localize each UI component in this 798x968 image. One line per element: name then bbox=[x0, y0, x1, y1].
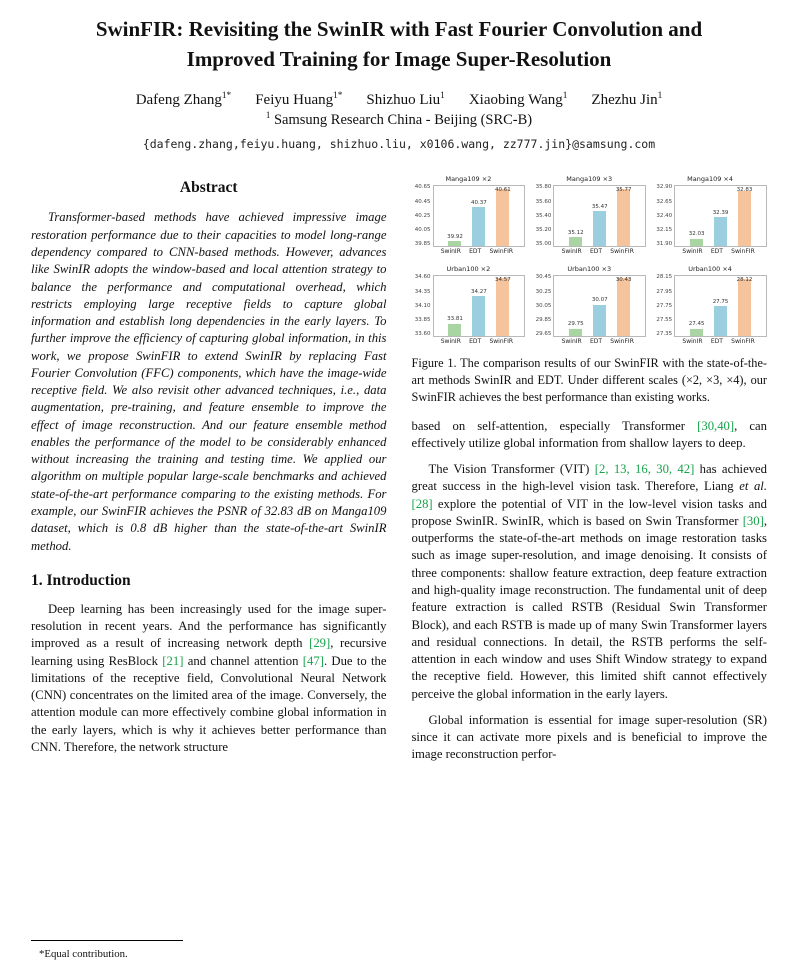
introduction-heading: 1. Introduction bbox=[31, 571, 131, 589]
y-tick-label: 32.15 bbox=[656, 226, 673, 233]
bar-value-label: 27.45 bbox=[688, 321, 705, 328]
chart-plot-area bbox=[532, 185, 646, 247]
y-tick-label: 27.35 bbox=[656, 330, 673, 337]
x-tick-label: SwinIR bbox=[682, 248, 703, 256]
bar bbox=[569, 237, 582, 246]
x-tick-label: SwinIR bbox=[440, 248, 461, 256]
y-tick-label: 39.85 bbox=[414, 240, 431, 247]
y-tick-label: 32.90 bbox=[656, 184, 673, 191]
y-tick-label: 34.35 bbox=[414, 288, 431, 295]
bar bbox=[714, 217, 727, 246]
x-tick-label: SwinFIR bbox=[489, 338, 514, 346]
bar-group bbox=[496, 276, 509, 336]
y-tick-label: 30.05 bbox=[535, 302, 552, 309]
bar-group bbox=[448, 276, 461, 336]
y-tick-label: 33.85 bbox=[414, 316, 431, 323]
y-axis bbox=[412, 275, 433, 337]
y-tick-label: 40.05 bbox=[414, 226, 431, 233]
bar bbox=[472, 207, 485, 246]
text-segment: , outperforms the state-of-the-art methods on image restoration tasks such as image super-resolution, and image denoising. It consists of three components: shallow feature extraction, deep feature extraction and high-quality image reconstruction. The fundamental unit of deep feature extraction is called RSTB (Residual Swin Transformer Block), and each RSTB is made up of many Swin Transformer layers and residual connections. In detail, the RSTB performs the self-attention in each window and uses Shift Window strategy to expand the receptive field. However, this limited shift cannot effectively perceive the global information in the early layers. bbox=[411, 513, 767, 701]
bar-value-label: 35.12 bbox=[567, 229, 584, 236]
chart-plot-area bbox=[532, 275, 646, 337]
bar-value-label: 35.47 bbox=[591, 203, 608, 210]
y-tick-label: 27.95 bbox=[656, 288, 673, 295]
text-segment: 1 bbox=[265, 109, 271, 120]
text-segment: Shizhuo Liu bbox=[366, 91, 441, 108]
bar bbox=[690, 239, 703, 247]
bar-chart bbox=[532, 265, 646, 345]
bar-chart bbox=[653, 265, 767, 345]
bar-value-label: 32.03 bbox=[688, 231, 705, 238]
x-tick-label: SwinIR bbox=[440, 338, 461, 346]
y-axis bbox=[532, 275, 553, 337]
email-line: {dafeng.zhang,feiyu.huang, shizhuo.liu, x0106.wang, zz777.jin}@samsung.com bbox=[142, 137, 656, 152]
y-tick-label: 29.65 bbox=[535, 330, 552, 337]
citation-link[interactable]: [47] bbox=[302, 653, 324, 668]
right-column bbox=[412, 175, 768, 772]
y-tick-label: 35.60 bbox=[535, 198, 552, 205]
bar bbox=[593, 305, 606, 337]
plot-box bbox=[433, 275, 526, 337]
bar bbox=[472, 296, 485, 336]
citation-link[interactable]: [30] bbox=[742, 513, 764, 528]
x-tick-label: EDT bbox=[710, 248, 723, 256]
text-segment: 1* bbox=[221, 90, 232, 101]
y-tick-label: 32.40 bbox=[656, 212, 673, 219]
bar bbox=[496, 278, 509, 336]
bar-group bbox=[690, 276, 703, 336]
citation-link[interactable]: [30,40] bbox=[697, 418, 735, 433]
text-segment: 1 bbox=[562, 90, 568, 101]
y-tick-label: 35.80 bbox=[535, 184, 552, 191]
text-segment: 1* bbox=[333, 90, 343, 101]
footnote-rule bbox=[31, 940, 183, 941]
x-axis-labels bbox=[674, 247, 767, 255]
chart-plot-area bbox=[412, 185, 526, 247]
bar-group bbox=[472, 186, 485, 246]
left-column bbox=[31, 175, 387, 765]
y-tick-label: 34.60 bbox=[414, 274, 431, 281]
text-segment: Xiaobing Wang bbox=[468, 91, 563, 108]
text-segment: Samsung Research China - Beijing (SRC-B) bbox=[270, 111, 533, 128]
figure-1 bbox=[412, 175, 768, 405]
x-tick-label: EDT bbox=[589, 338, 603, 346]
citation-link[interactable]: [29] bbox=[309, 636, 331, 651]
text-segment: has achieved great success in the high-level vision task. Therefore, Liang bbox=[411, 462, 768, 494]
paper-header bbox=[0, 0, 798, 151]
figure-charts bbox=[412, 175, 768, 345]
x-tick-label: SwinFIR bbox=[610, 338, 634, 346]
bar-chart bbox=[532, 175, 646, 255]
body-paragraph bbox=[412, 418, 768, 453]
x-tick-label: EDT bbox=[469, 338, 482, 346]
chart-title: Manga109 ×2 bbox=[445, 175, 492, 184]
text-segment: 1 bbox=[440, 90, 445, 101]
text-segment: Global information is essential for image super-resolution (SR) since it can activate more pixels and is beneficial to improve the image reconstruction perfor- bbox=[411, 712, 767, 762]
bar-value-label: 27.75 bbox=[712, 298, 729, 305]
x-tick-label: EDT bbox=[469, 248, 482, 256]
text-segment: Dafeng Zhang bbox=[135, 91, 222, 108]
paper-title: SwinFIR: Revisiting the SwinIR with Fast Fourier Convolution and Improved Training for Image Super-Resolution bbox=[95, 17, 703, 71]
bar-group bbox=[714, 186, 727, 246]
x-axis-labels bbox=[553, 337, 646, 345]
plot-box bbox=[433, 185, 526, 247]
footnote-text: *Equal contribution. bbox=[39, 948, 128, 960]
bar bbox=[569, 329, 582, 337]
chart-plot-area bbox=[653, 185, 767, 247]
bar-chart bbox=[412, 265, 526, 345]
bar-value-label: 33.81 bbox=[447, 316, 463, 323]
text-segment: 1 bbox=[657, 90, 663, 101]
chart-title: Manga109 ×4 bbox=[687, 175, 734, 184]
bar-value-label: 32.83 bbox=[736, 186, 753, 193]
bar-chart bbox=[412, 175, 526, 255]
bar-group bbox=[569, 186, 582, 246]
bar-group bbox=[593, 186, 606, 246]
bar-value-label: 40.37 bbox=[471, 199, 487, 206]
y-axis bbox=[412, 185, 433, 247]
bar-group bbox=[714, 276, 727, 336]
y-tick-label: 40.65 bbox=[414, 184, 431, 191]
x-tick-label: EDT bbox=[710, 338, 723, 346]
text-segment: Deep learning has been increasingly used for the image super-resolution in recent years. And the performance has significantly improved as a result of increasing network depth bbox=[31, 601, 387, 651]
bar bbox=[714, 306, 727, 336]
text-segment: , recursive learning using ResBlock bbox=[31, 636, 387, 668]
bar-chart bbox=[653, 175, 767, 255]
bar-value-label: 34.27 bbox=[471, 288, 487, 295]
body-paragraph bbox=[412, 712, 768, 764]
affiliation-line bbox=[0, 110, 798, 129]
x-tick-label: SwinFIR bbox=[731, 248, 755, 256]
bar bbox=[593, 211, 606, 246]
y-tick-label: 27.75 bbox=[656, 302, 673, 309]
bar-group bbox=[448, 186, 461, 246]
x-tick-label: SwinIR bbox=[561, 248, 582, 256]
y-tick-label: 34.10 bbox=[414, 302, 431, 309]
y-axis bbox=[532, 185, 553, 247]
plot-box bbox=[674, 185, 767, 247]
citation-link[interactable]: [21] bbox=[162, 653, 184, 668]
text-segment: Zhezhu Jin bbox=[591, 91, 658, 108]
plot-box bbox=[553, 275, 646, 337]
bar-value-label: 35.77 bbox=[615, 186, 632, 193]
bar-value-label: 29.75 bbox=[567, 321, 584, 328]
bar bbox=[448, 241, 461, 246]
y-tick-label: 30.45 bbox=[535, 274, 552, 281]
chart-title: Urban100 ×2 bbox=[446, 265, 491, 274]
bar-group bbox=[593, 276, 606, 336]
y-axis bbox=[653, 275, 674, 337]
intro-paragraph bbox=[31, 601, 387, 756]
y-tick-label: 40.25 bbox=[414, 212, 431, 219]
y-tick-label: 35.40 bbox=[535, 212, 552, 219]
text-segment: based on self-attention, especially Transformer bbox=[411, 418, 698, 433]
bar-group bbox=[569, 276, 582, 336]
chart-title: Urban100 ×3 bbox=[567, 265, 612, 274]
two-column-body bbox=[0, 175, 798, 772]
bar-group bbox=[738, 186, 751, 246]
abstract-text: Transformer-based methods have achieved impressive image restoration performance due to their capacities to model long-range dependency compared to CNN-based methods. However, advances like SwinIR adopts the window-based and local attention strategy to balance the performance and computational overhead, which restricts employing large receptive fields to capture global information and establish long dependencies in the early layers. To further improve the efficiency of capturing global information, in this work, we propose SwinFIR to extend SwinIR by replacing Fast Fourier Convolution (FFC) components, which have the image-wide receptive field. We also revisit other advanced techniques, i.e., data augmentation, pre-training, and feature ensemble to improve the effect of image reconstruction. And our feature ensemble method enables the performance of the model to be considerably enhanced without increasing the training and testing time. We applied our algorithm on multiple popular large-scale benchmarks and achieved state-of-the-art performance comparing to the existing methods. For example, our SwinFIR achieves the PSNR of 32.83 dB on Manga109 dataset, which is 0.8 dB higher than the state-of-the-art SwinIR method. bbox=[31, 210, 387, 553]
chart-title: Manga109 ×3 bbox=[566, 175, 613, 184]
y-tick-label: 35.20 bbox=[535, 226, 552, 233]
chart-plot-area bbox=[412, 275, 526, 337]
bar-group bbox=[472, 276, 485, 336]
text-segment: explore the potential of VIT in the low-level vision tasks and propose SwinIR. SwinIR, which is based on Swin Transformer bbox=[411, 496, 767, 528]
chart-title: Urban100 ×4 bbox=[688, 265, 732, 274]
bar-value-label: 40.61 bbox=[494, 186, 511, 193]
bar-value-label: 30.43 bbox=[615, 276, 632, 283]
citation-link[interactable]: [28] bbox=[411, 496, 433, 511]
text-segment: . Due to the limitations of the receptive field, Convolutional Neural Network (CNN) concentrates on the limited area of the image. Conversely, the attention module can more effectively combine global information in the early layers, which is why it achieves better performance than CNN. Therefore, the network structure bbox=[31, 653, 387, 754]
y-tick-label: 35.00 bbox=[535, 240, 552, 247]
y-tick-label: 27.55 bbox=[656, 316, 673, 323]
x-tick-label: SwinFIR bbox=[489, 248, 514, 256]
x-tick-label: SwinIR bbox=[682, 338, 703, 346]
y-tick-label: 32.65 bbox=[656, 198, 673, 205]
y-tick-label: 29.85 bbox=[535, 316, 552, 323]
bar bbox=[690, 329, 703, 337]
x-axis-labels bbox=[674, 337, 767, 345]
body-paragraph bbox=[412, 461, 768, 703]
x-tick-label: SwinFIR bbox=[610, 248, 634, 256]
bar-group bbox=[617, 276, 630, 336]
bar bbox=[617, 278, 630, 337]
bar bbox=[448, 324, 461, 337]
y-tick-label: 30.25 bbox=[535, 288, 552, 295]
bar-group bbox=[738, 276, 751, 336]
x-tick-label: SwinFIR bbox=[731, 338, 755, 346]
y-tick-label: 31.90 bbox=[656, 240, 673, 247]
authors-line bbox=[0, 91, 798, 109]
bar-group bbox=[617, 186, 630, 246]
x-axis-labels bbox=[433, 247, 526, 255]
abstract-heading: Abstract bbox=[179, 179, 238, 197]
text-segment: Feiyu Huang bbox=[255, 91, 334, 108]
bar bbox=[738, 191, 751, 247]
y-tick-label: 40.45 bbox=[414, 198, 431, 205]
y-tick-label: 28.15 bbox=[656, 274, 673, 281]
x-axis-labels bbox=[553, 247, 646, 255]
citation-link[interactable]: [2, 13, 16, 30, 42] bbox=[594, 462, 695, 477]
figure-caption: Figure 1. The comparison results of our SwinFIR with the state-of-the-art methods SwinIR and EDT. Under different scales (×2, ×3, ×4), our SwinFIR achieves the best performance than existing works. bbox=[411, 356, 767, 404]
bar-value-label: 34.57 bbox=[494, 276, 511, 283]
plot-box bbox=[553, 185, 646, 247]
text-segment: et al. bbox=[739, 479, 767, 494]
bar-value-label: 39.92 bbox=[447, 233, 463, 240]
bar-group bbox=[690, 186, 703, 246]
text-segment: The Vision Transformer (VIT) bbox=[428, 462, 595, 477]
plot-box bbox=[674, 275, 767, 337]
bar-group bbox=[496, 186, 509, 246]
text-segment: , can effectively utilize global information from shallow layers to deep. bbox=[411, 418, 767, 450]
y-axis bbox=[653, 185, 674, 247]
x-tick-label: EDT bbox=[589, 248, 603, 256]
y-tick-label: 33.60 bbox=[414, 330, 431, 337]
chart-plot-area bbox=[653, 275, 767, 337]
text-segment: and channel attention bbox=[183, 653, 303, 668]
x-tick-label: SwinIR bbox=[561, 338, 582, 346]
x-axis-labels bbox=[433, 337, 526, 345]
bar-value-label: 28.12 bbox=[736, 276, 753, 283]
bar-value-label: 30.07 bbox=[591, 297, 608, 304]
bar-value-label: 32.39 bbox=[712, 209, 729, 216]
